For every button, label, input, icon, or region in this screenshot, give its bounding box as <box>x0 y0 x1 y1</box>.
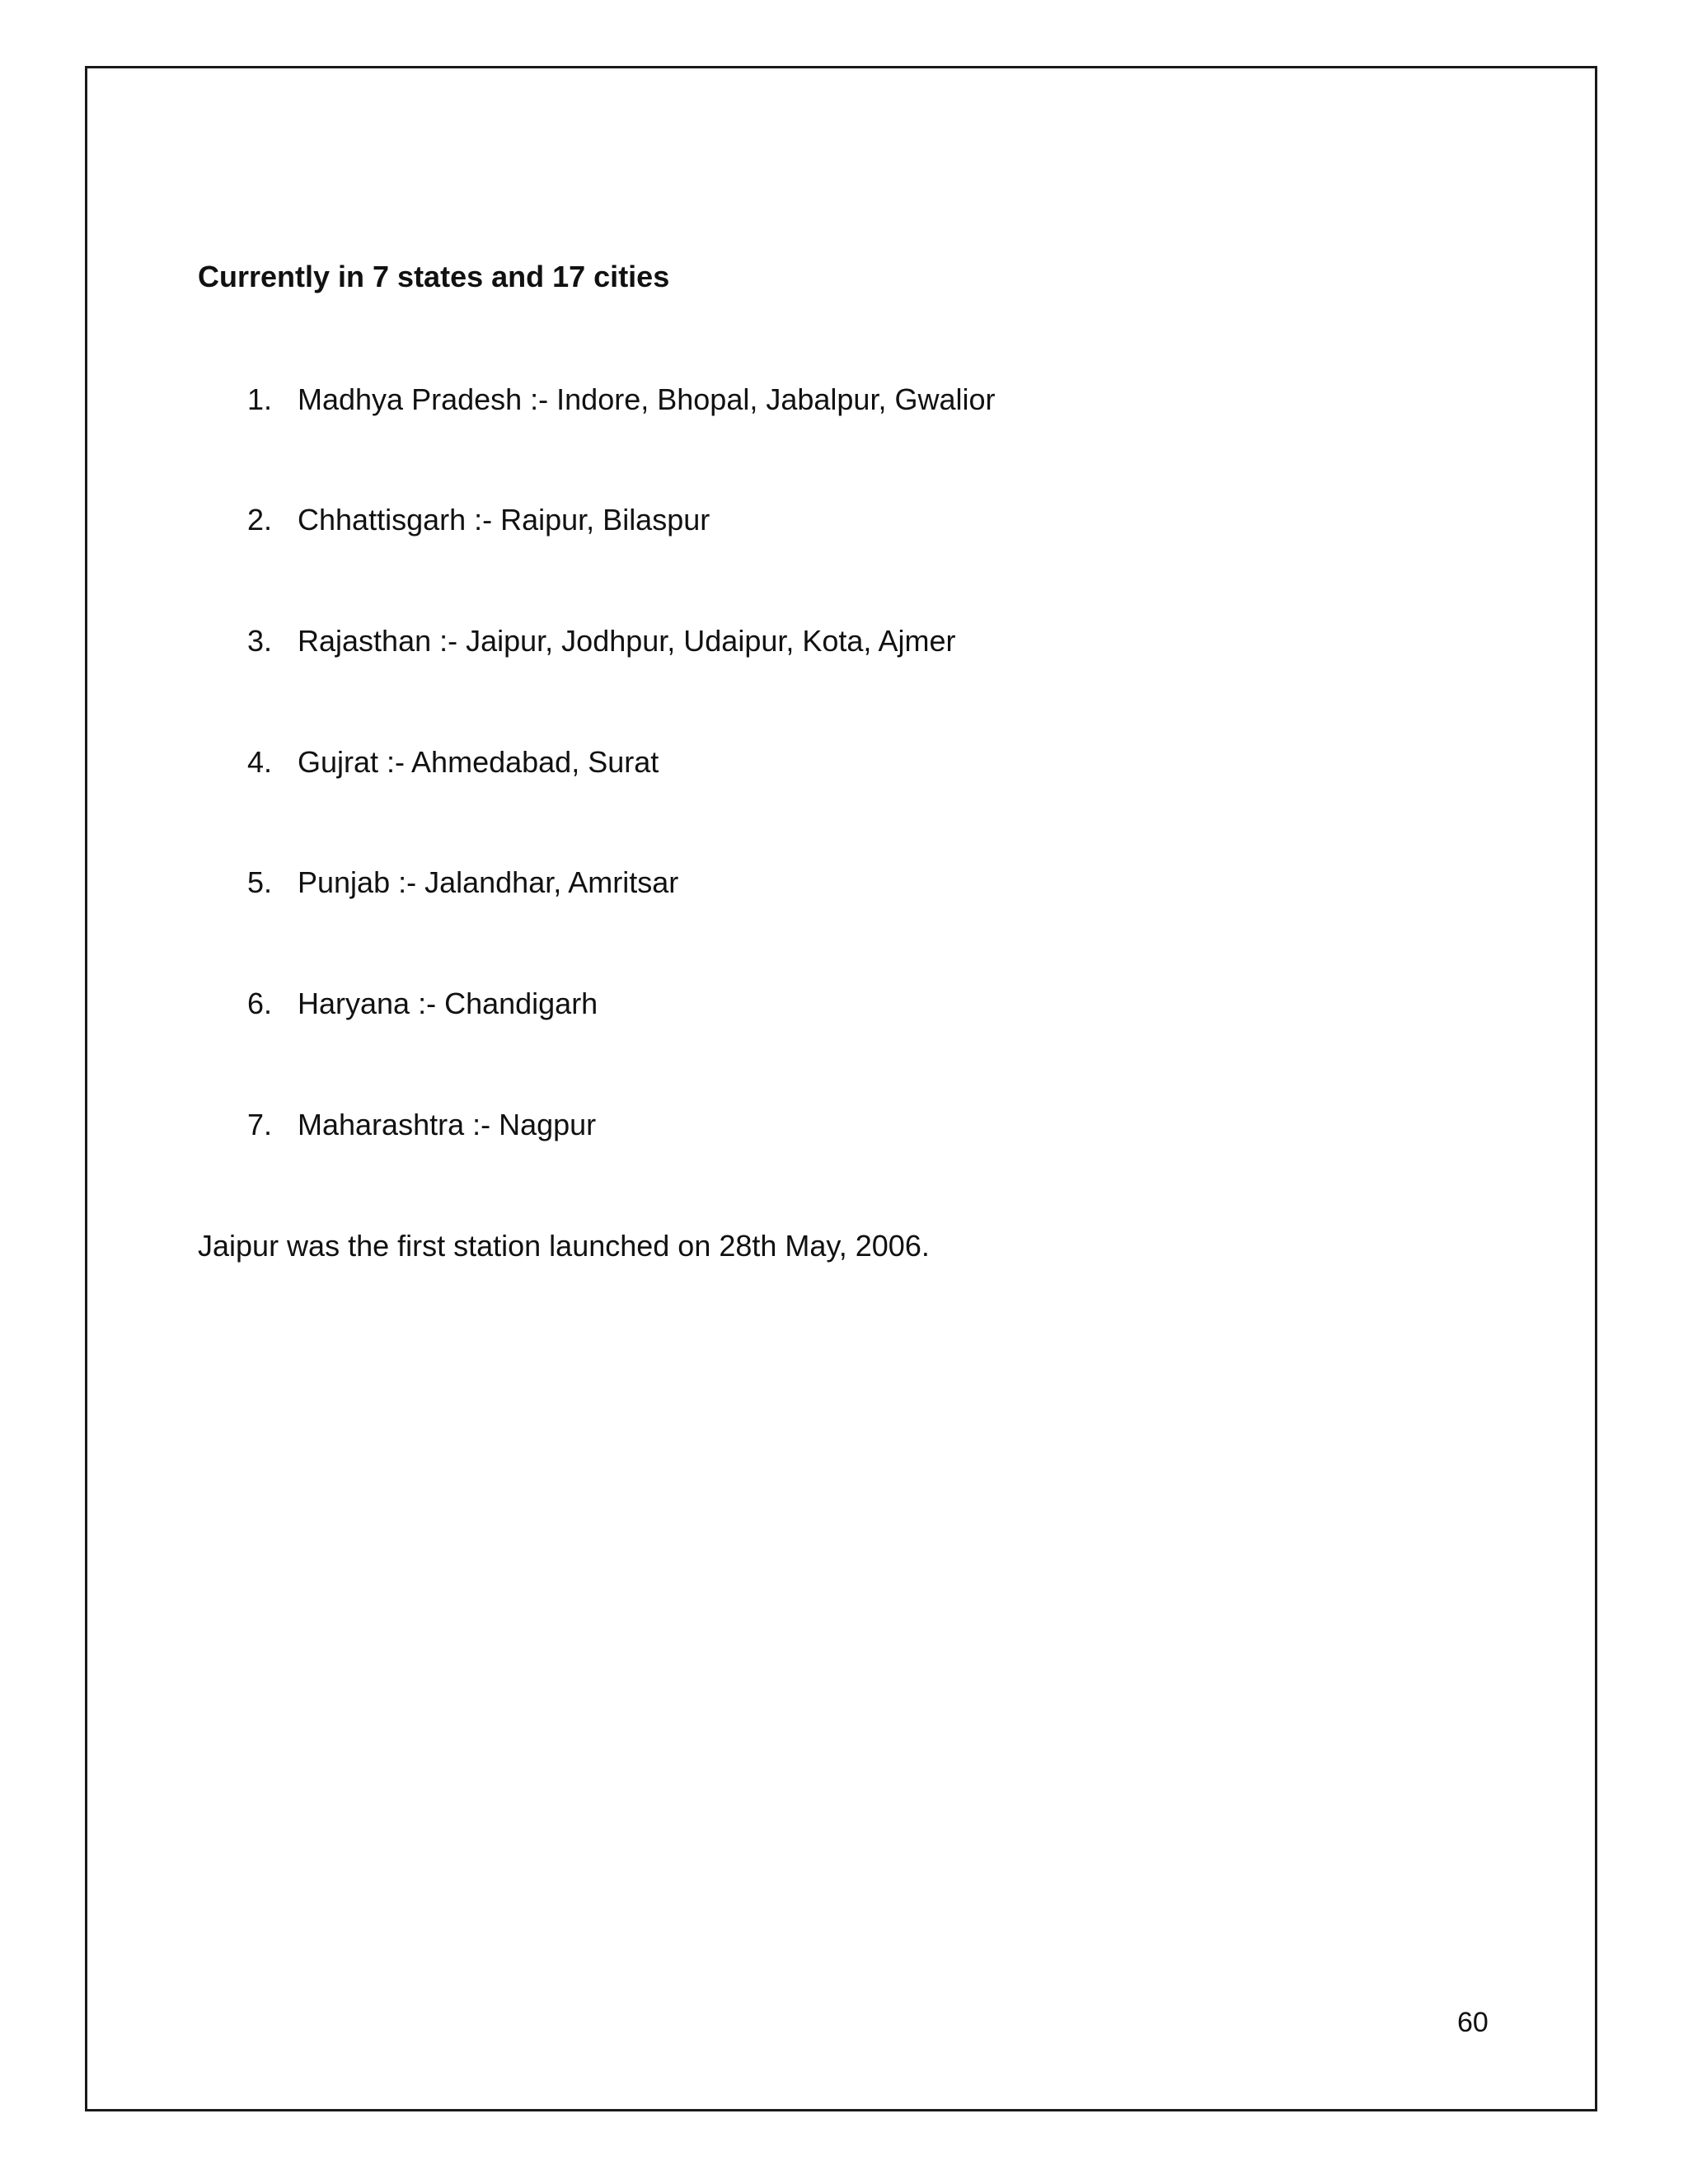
page-border <box>85 66 1597 2111</box>
list-item-number: 7. <box>247 1108 273 1141</box>
list-item-number: 5. <box>247 865 273 899</box>
list-item-text: Maharashtra :- Nagpur <box>298 1108 597 1141</box>
list-item-text: Punjab :- Jalandhar, Amritsar <box>298 865 679 899</box>
section-heading: Currently in 7 states and 17 cities <box>198 260 670 293</box>
list-item-text: Gujrat :- Ahmedabad, Surat <box>298 745 659 779</box>
list-item-number: 4. <box>247 745 273 779</box>
list-item-text: Rajasthan :- Jaipur, Jodhpur, Udaipur, Kota, Ajmer <box>298 624 956 658</box>
list-item-text: Chhattisgarh :- Raipur, Bilaspur <box>298 503 710 537</box>
page-number: 60 <box>1457 2007 1489 2038</box>
list-item-number: 2. <box>247 503 273 537</box>
list-item-number: 3. <box>247 624 273 658</box>
list-item-text: Madhya Pradesh :- Indore, Bhopal, Jabalpur, Gwalior <box>298 382 996 416</box>
closing-paragraph: Jaipur was the first station launched on 28th May, 2006. <box>198 1229 930 1263</box>
list-item-number: 1. <box>247 382 273 416</box>
list-item-number: 6. <box>247 987 273 1020</box>
list-item-text: Haryana :- Chandigarh <box>298 987 598 1020</box>
